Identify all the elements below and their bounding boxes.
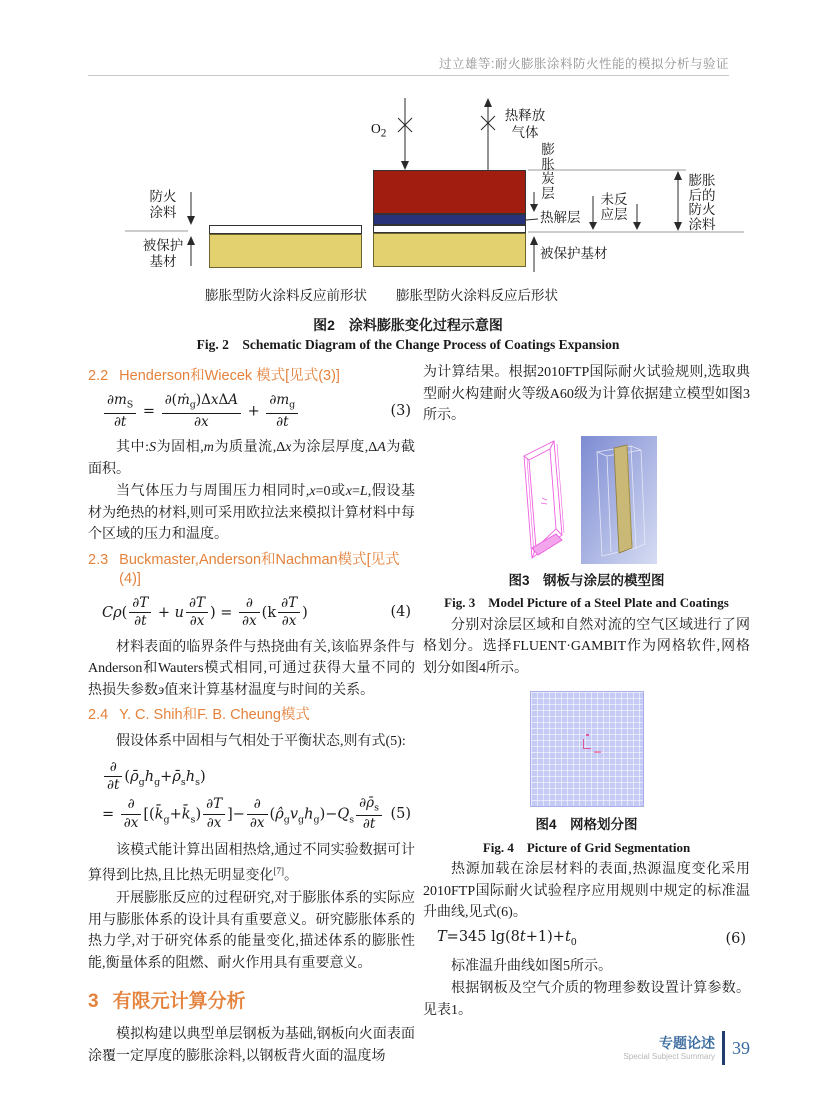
section-3-heading: [88, 990, 415, 1014]
paragraph-where: 其中:S为固相,m为质量流,Δx为涂层厚度,ΔA为截面积。: [88, 440, 415, 477]
section-number: 2.2: [88, 368, 109, 384]
equation-4: [88, 596, 415, 630]
right-column: [423, 362, 750, 1022]
section-title: Y. C. Shih和F. B. Cheung模式: [119, 707, 310, 724]
equation-4-label: (4): [390, 603, 411, 620]
equation-5-label: (5): [390, 805, 411, 822]
equation-3-body: $\frac{\partial m_S}{\partial t}$ = ∂(ṁ$_g$)ΔxΔA ∂x + $\frac{\partial m_g}{\partial t}$: [102, 393, 300, 430]
paragraph-enthalpy: 该模式能计算出固相热焓,通过不同实验数据可计算得到比热,且比热无明显变化[7]。: [88, 842, 415, 884]
o2-label: $O_2$: [371, 121, 387, 140]
header-rule: [88, 75, 729, 76]
char-layer-label: 膨 胀 炭 层: [541, 142, 555, 201]
equation-6: [423, 927, 750, 953]
section-title: 有限元计算分析: [112, 991, 246, 1013]
section-number: 2.3: [88, 551, 109, 568]
footer-section-cn: 专题论述: [659, 1035, 715, 1051]
grid-center-dash: [594, 751, 601, 753]
figure3-render-model-image: [581, 436, 657, 564]
paragraph-assume: 假设体系中固相与气相处于平衡状态,则有式(5):: [116, 734, 406, 750]
equation-3: [88, 393, 415, 430]
figure3-wireframe-model-image: [517, 436, 571, 564]
mesh-grid-image: [531, 692, 643, 806]
fire-coating-label: 防火 涂料: [149, 189, 177, 220]
heat-release-label: 热释放 气体: [504, 108, 546, 140]
section-number: 2.4: [88, 707, 109, 724]
paragraph-curve: 标准温升曲线如图5所示。: [451, 958, 612, 974]
unreacted-label: 未反 应层: [600, 192, 628, 222]
page-number: 39: [732, 1038, 750, 1058]
figure3-caption-cn: 图3 钢板与涂层的模型图: [508, 572, 665, 588]
equation-6-body: T=345 $\lg(8t+1)+t_0$: [437, 928, 577, 948]
paragraph-model: 模拟构建以典型单层钢板为基础,钢板向火面表面涂覆一定厚度的膨胀涂料,以钢板背火面的温度场: [88, 1027, 415, 1064]
footer-section: [623, 1035, 715, 1061]
equation-5-line2: [88, 796, 415, 833]
after-shape-label: 膨胀型防火涂料反应后形状: [396, 288, 558, 303]
equation-5-line1: [88, 760, 415, 794]
equation-4-body: Cρ( $\frac{\partial T}{\partial t}$ + u $\frac{\partial T}{\partial x}$ ) = ∂ ∂x (k $\frac{\partial T}{\partial x}$ ): [102, 594, 308, 630]
page-footer: [470, 1031, 750, 1065]
paragraph-pressure: 当气体压力与周围压力相同时,x=0或x=L,假设基材为绝热的材料,则可采用欧拉法来模拟计算材料中每个区域的压力和温度。: [88, 484, 416, 543]
paragraph-expansion: 开展膨胀反应的过程研究,对于膨胀体系的实际应用与膨胀体系的设计具有重要意义。研究膨胀体系的热力学,对于研究体系的能量变化,描述体系的膨胀性能,衡量体系的阻燃、耐火作用具有重要意义。: [88, 891, 415, 971]
section-title: Buckmaster,Anderson和Nachman模式[见式(4)]: [119, 551, 400, 587]
grid-center-dot: [586, 734, 589, 736]
grid-center-mark: [583, 739, 591, 749]
expanded-coating-label: 膨胀 后的 防火 涂料: [688, 173, 716, 232]
section-title: Henderson和Wiecek 模式[见式(3)]: [119, 368, 340, 384]
figure2-caption-en: Fig. 2 Schematic Diagram of the Change Process of Coatings Expansion: [196, 337, 620, 352]
pyrolysis-label: 热解层: [540, 210, 581, 225]
paragraph-heatsource: 热源加载在涂层材料的表面,热源温度变化采用2010FTP国际耐火试验程序应用规则中规定的标准温升曲线,见式(6)。: [423, 862, 750, 920]
footer-section-en: Special Subject Summary: [623, 1052, 715, 1061]
paragraph-critical: 材料表面的临界条件与热挠曲有关,该临界条件与Anderson和Wauters模式相同,可通过获得大量不同的热损失参数э值来计算基材温度与时间的关系。: [88, 639, 415, 698]
paragraph-result: 为计算结果。根据2010FTP国际耐火试验规则,选取典型耐火构建耐火等级A60级为计算依据建立模型如图3所示。: [423, 365, 750, 423]
paragraph-mesh: 分别对涂层区域和自然对流的空气区域进行了网格划分。选择FLUENT·GAMBIT作为网格软件,网格划分如图4所示。: [423, 617, 750, 676]
section-number: 3: [88, 991, 99, 1013]
substrate-right-label: 被保护基材: [540, 246, 608, 261]
figure4-caption-en: Fig. 4 Picture of Grid Segmentation: [482, 839, 691, 855]
figure4-caption-cn: 图4 网格划分图: [535, 817, 638, 832]
figure2-arrows: [88, 92, 760, 316]
footer-divider-bar: [722, 1031, 725, 1065]
equation-3-label: (3): [390, 402, 411, 419]
equation-6-label: (6): [725, 930, 746, 947]
figure2-caption-cn: 图2 涂料膨胀变化过程示意图: [313, 317, 503, 333]
substrate-left-label: 被保护 基材: [142, 238, 184, 269]
figure2-diagram: [88, 92, 760, 316]
figure3-images: [423, 436, 750, 564]
running-header: 过立雄等:耐火膨胀涂料防火性能的模拟分析与验证: [439, 57, 729, 71]
equation-5-body-line1: ∂ ∂t $(\rhō_gh_g+\rhō_sh_s)$: [102, 760, 206, 794]
section-2-4-heading: [88, 706, 415, 725]
figure4-image: [423, 692, 750, 806]
section-2-2-heading: [88, 367, 415, 386]
equation-5-body-line2: = ∂ ∂x [$(k̄_g+k̄_s)$ $\frac{\partial T}{\partial x}$ ]− ∂ ∂x $(\rhô_gv_gh_g)-Q_s$ $\frac{\partial\rhō_s}{\partial t}$: [102, 796, 384, 833]
figure3-caption-en: Fig. 3 Model Picture of a Steel Plate and Coatings: [444, 595, 729, 610]
paragraph-params: 根据钢板及空气介质的物理参数设置计算参数。见表1。: [423, 981, 750, 1018]
before-shape-label: 膨胀型防火涂料反应前形状: [205, 288, 367, 303]
section-2-3-heading: [88, 551, 415, 589]
left-column: [88, 362, 415, 1068]
